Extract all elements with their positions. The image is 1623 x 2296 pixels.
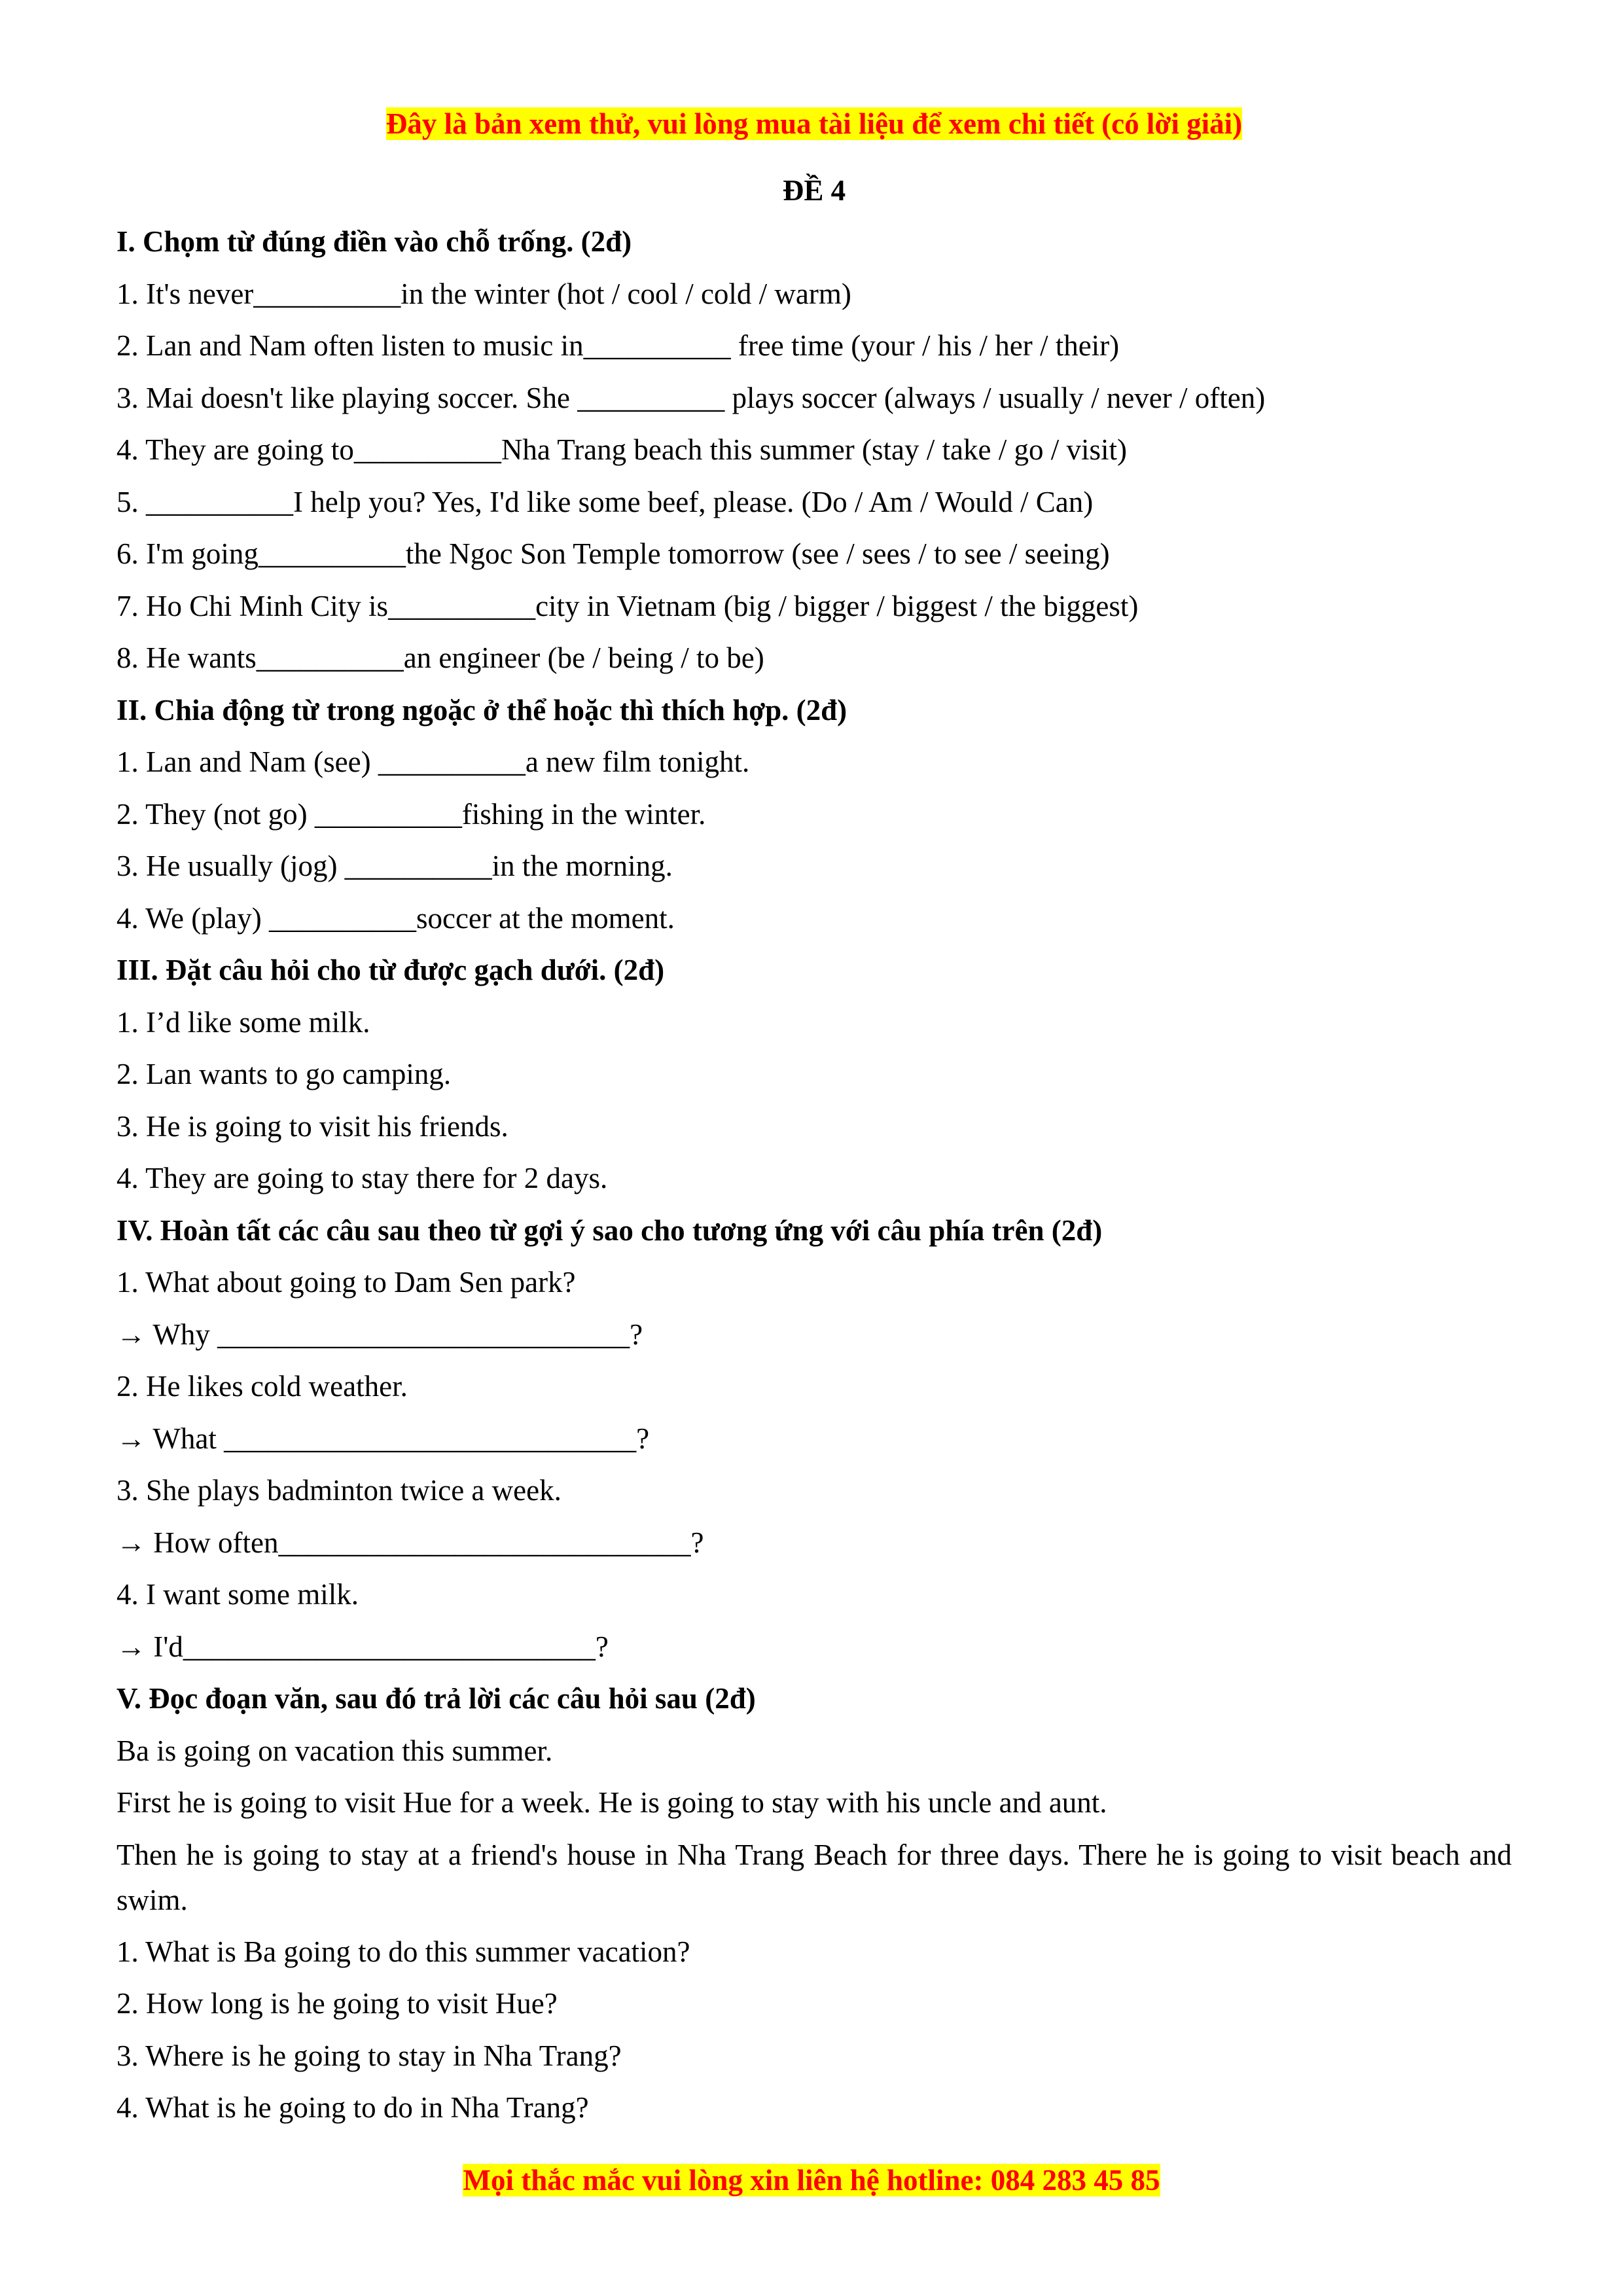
section-1-item: 5. __________I help you? Yes, I'd like some beef, please. (Do / Am / Would / Can) bbox=[116, 485, 1094, 518]
reading-question: 1. What is Ba going to do this summer vacation? bbox=[116, 1935, 690, 1968]
exam-title: ĐỀ 4 bbox=[782, 174, 846, 207]
section-3-item: 2. Lan wants to go camping. bbox=[116, 1058, 452, 1090]
section-2-heading: II. Chia động từ trong ngoặc ở thể hoặc thì thích hợp. (2đ) bbox=[116, 693, 847, 726]
section-1-item: 7. Ho Chi Minh City is__________city in Vietnam (big / bigger / biggest / the biggest) bbox=[116, 589, 1139, 622]
reading-passage-paragraph: Then he is going to stay at a friend's house in Nha Trang Beach for three days. There he is going to visit beach and swim. bbox=[116, 1838, 1512, 1916]
reading-question: 2. How long is he going to visit Hue? bbox=[116, 1987, 558, 2020]
preview-notice bbox=[116, 98, 1512, 149]
reading-passage-line: Ba is going on vacation this summer. bbox=[116, 1734, 553, 1767]
section-4-answer-line: → How often____________________________? bbox=[116, 1526, 704, 1559]
section-1-item: 8. He wants__________an engineer (be / being / to be) bbox=[116, 641, 764, 674]
reading-question: 4. What is he going to do in Nha Trang? bbox=[116, 2091, 589, 2124]
section-3-item: 3. He is going to visit his friends. bbox=[116, 1109, 508, 1143]
section-3-item: 4. They are going to stay there for 2 days. bbox=[116, 1162, 608, 1194]
section-4-prompt: 4. I want some milk. bbox=[116, 1578, 359, 1611]
section-2-item: 4. We (play) __________soccer at the moment. bbox=[116, 901, 675, 935]
section-4-answer-line: → I'd____________________________? bbox=[116, 1630, 609, 1663]
section-1-item: 3. Mai doesn't like playing soccer. She __________ plays soccer (always / usually / never / often) bbox=[116, 381, 1266, 414]
section-4-prompt: 1. What about going to Dam Sen park? bbox=[116, 1266, 576, 1299]
section-4-answer-line: → What ____________________________? bbox=[116, 1422, 650, 1455]
section-4-prompt: 3. She plays badminton twice a week. bbox=[116, 1474, 562, 1507]
section-4-answer-line: → Why ____________________________? bbox=[116, 1318, 643, 1351]
section-4-prompt: 2. He likes cold weather. bbox=[116, 1370, 408, 1403]
section-1-item: 6. I'm going__________the Ngoc Son Temple tomorrow (see / sees / to see / seeing) bbox=[116, 537, 1110, 570]
section-1-item: 4. They are going to__________Nha Trang beach this summer (stay / take / go / visit) bbox=[116, 433, 1127, 466]
hotline-notice-text: Mọi thắc mắc vui lòng xin liên hệ hotline: 084 283 45 85 bbox=[463, 2164, 1160, 2197]
hotline-notice bbox=[0, 2155, 1623, 2206]
section-4-heading: IV. Hoàn tất các câu sau theo từ gợi ý sao cho tương ứng với câu phía trên (2đ) bbox=[116, 1213, 1103, 1247]
section-2-item: 2. They (not go) __________fishing in the winter. bbox=[116, 797, 706, 831]
document-page bbox=[116, 98, 1512, 2134]
reading-question: 3. Where is he going to stay in Nha Trang? bbox=[116, 2039, 622, 2072]
section-5-heading: V. Đọc đoạn văn, sau đó trả lời các câu hỏi sau (2đ) bbox=[116, 1682, 756, 1715]
section-3-item: 1. I’d like some milk. bbox=[116, 1005, 370, 1039]
section-1-item: 1. It's never__________in the winter (hot / cool / cold / warm) bbox=[116, 277, 851, 310]
section-2-item: 1. Lan and Nam (see) __________a new film tonight. bbox=[116, 745, 750, 778]
preview-notice-text: Đây là bản xem thử, vui lòng mua tài liệu để xem chi tiết (có lời giải) bbox=[385, 107, 1243, 140]
section-3-heading: III. Đặt câu hỏi cho từ được gạch dưới. (2đ) bbox=[116, 954, 665, 986]
section-2-item: 3. He usually (jog) __________in the morning. bbox=[116, 850, 673, 882]
reading-passage-line: First he is going to visit Hue for a week. He is going to stay with his uncle and aunt. bbox=[116, 1786, 1107, 1819]
section-1-heading: I. Chọm từ đúng điền vào chỗ trống. (2đ) bbox=[116, 225, 632, 258]
section-1-item: 2. Lan and Nam often listen to music in__________ free time (your / his / her / their) bbox=[116, 329, 1120, 362]
